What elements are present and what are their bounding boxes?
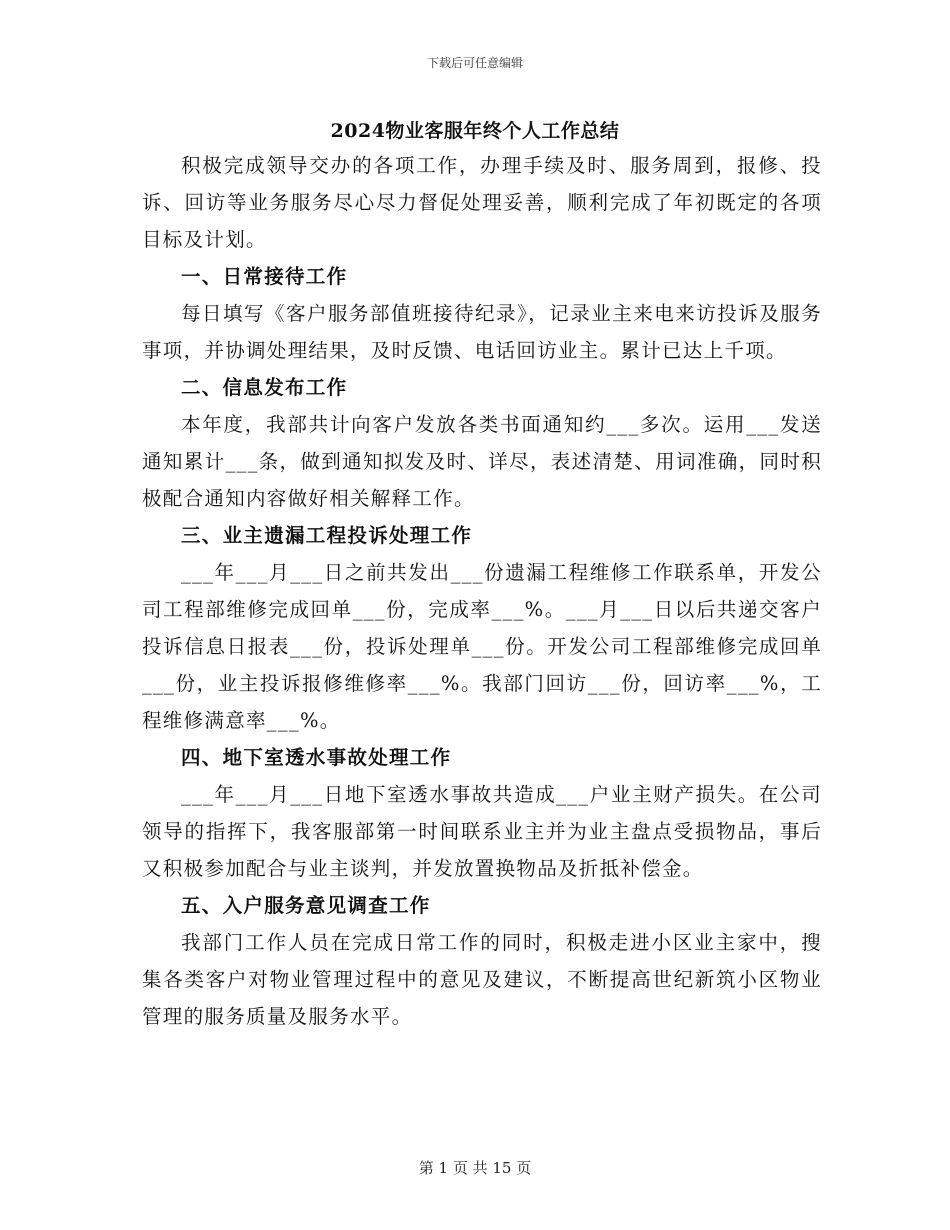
- document-body: [142, 147, 822, 1035]
- page-number: 第 1 页 共 15 页: [418, 1159, 532, 1177]
- section-paragraph: 每日填写《客户服务部值班接待纪录》，记录业主来电来访投诉及服务事项，并协调处理结果，及时反馈、电话回访业主。累计已达上千项。: [142, 302, 822, 362]
- section-heading: 五、入户服务意见调查工作: [181, 894, 431, 917]
- section-paragraph: 我部门工作人员在完成日常工作的同时，积极走进小区业主家中，搜集各类客户对物业管理过程中的意见及建议，不断提高世纪新筑小区物业管理的服务质量及服务水平。: [142, 931, 822, 1028]
- intro-paragraph: 积极完成领导交办的各项工作，办理手续及时、服务周到，报修、投诉、回访等业务服务尽心尽力督促处理妥善，顺利完成了年初既定的各项目标及计划。: [142, 154, 822, 251]
- section-home-visit-survey: [142, 887, 822, 1035]
- section-heading: 一、日常接待工作: [181, 265, 348, 288]
- section-heading: 四、地下室透水事故处理工作: [181, 746, 452, 769]
- section-heading: 三、业主遗漏工程投诉处理工作: [181, 524, 473, 547]
- section-paragraph: ___年___月___日之前共发出___份遗漏工程维修工作联系单，开发公司工程部维修完成回单___份，完成率___%。___月___日以后共递交客户投诉信息日报表___份，投诉处理单___份。开发公司工程部维修完成回单___份，业主投诉报修维修率___%。我部门回访___份，回访率___%，工程维修满意率___%。: [142, 561, 822, 732]
- section-paragraph: ___年___月___日地下室透水事故共造成___户业主财产损失。在公司领导的指挥下，我客服部第一时间联系业主并为业主盘点受损物品，事后又积极参加配合与业主谈判，并发放置换物品及折抵补偿金。: [142, 783, 822, 880]
- section-daily-reception: [142, 258, 822, 369]
- section-omitted-works-complaints: [142, 517, 822, 739]
- section-heading: 二、信息发布工作: [181, 376, 348, 399]
- section-basement-flooding: [142, 739, 822, 887]
- section-information-release: [142, 369, 822, 517]
- document-title: 2024物业客服年终个人工作总结: [330, 120, 620, 142]
- section-paragraph: 本年度，我部共计向客户发放各类书面通知约___多次。运用___发送通知累计___条，做到通知拟发及时、详尽，表述清楚、用词准确，同时积极配合通知内容做好相关解释工作。: [142, 413, 822, 510]
- header-note: 下载后可任意编辑: [426, 56, 523, 70]
